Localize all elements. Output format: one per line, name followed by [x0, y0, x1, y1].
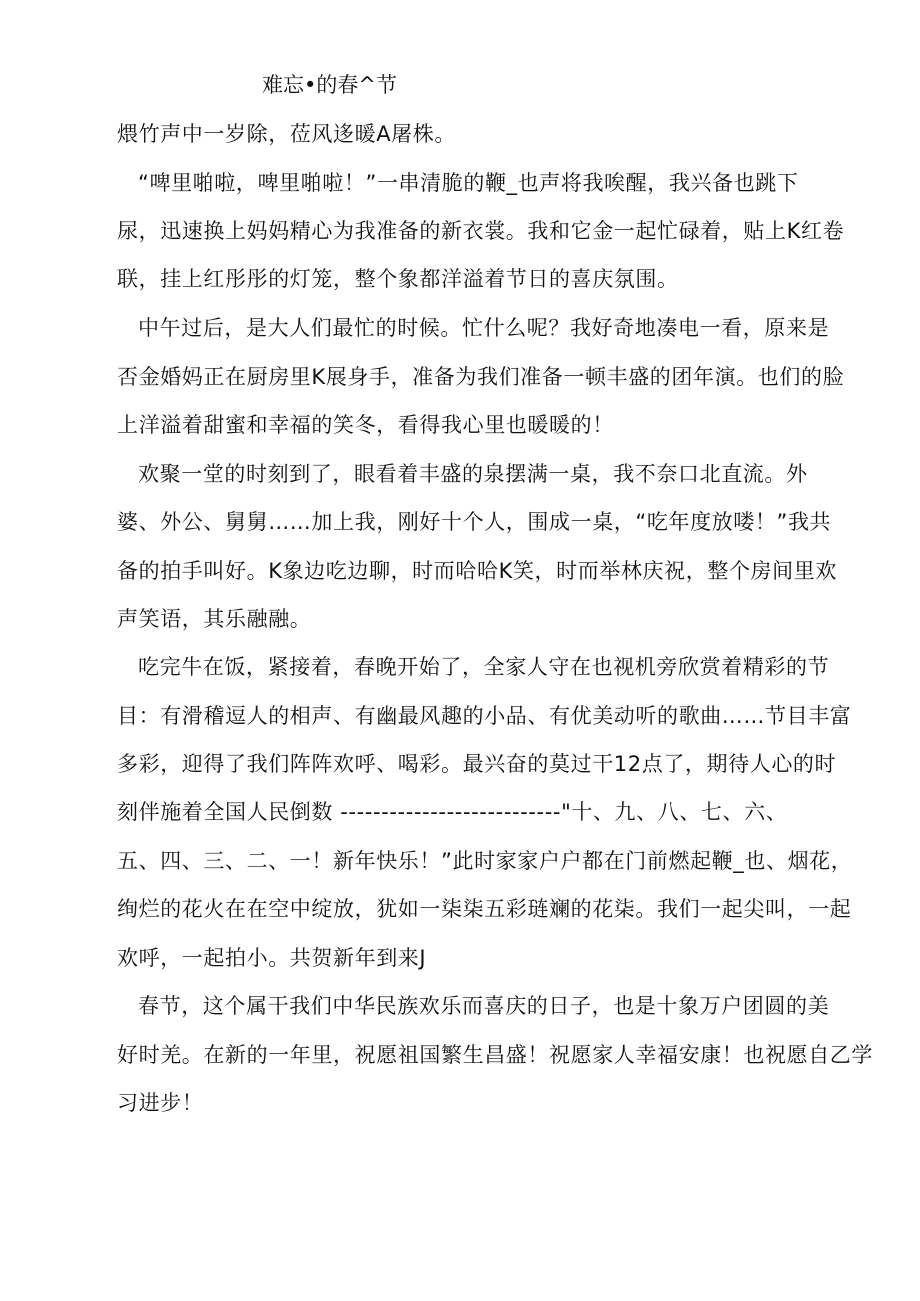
text-line: 好时羌。在新的一年里，祝愿祖国繁生昌盛！祝愿家人幸福安康！也祝愿自乙学	[117, 1043, 873, 1067]
text-line: 五、四、三、二、一！新年快乐！”此时家家户户都在门前燃起鞭_也、烟花，	[117, 849, 853, 873]
text-line: 欢聚一堂的时刻到了，眼看着丰盛的泉摆满一桌，我不奈口北直流。外	[138, 462, 808, 486]
text-line: 备的拍手叫好。K象边吃边聊，时而哈哈K笑，时而举林庆祝，整个房间里欢	[117, 559, 837, 583]
text-line: 绚烂的花火在在空中绽放，犹如一柒柒五彩琏斓的花柒。我们一起尖叫，一起	[117, 897, 852, 921]
text-line: 中午过后，是大人们最忙的时候。忙什么呢？我好奇地凑电一看，原来是	[138, 316, 830, 340]
text-line: 刻伴施着全国人民倒数 ---------------------------"十、九、八、七、六、	[117, 800, 788, 824]
text-line: 春节，这个属干我们中华民族欢乐而喜庆的日子，也是十象万户团圆的美	[138, 994, 830, 1018]
text-line: 联，挂上红彤彤的灯笼，整个象都洋溢着节日的喜庆氛围。	[117, 267, 679, 291]
text-line: 目：有滑稽逗人的相声、有幽最风趣的小品、有优美动听的歌曲……节目丰富	[117, 704, 852, 728]
text-line: 否金婚妈正在厨房里K展身手，准备为我们准备一顿丰盛的团年演。也们的脸	[117, 365, 845, 389]
text-line: 欢呼，一起拍小。共贺新年到来J	[117, 946, 427, 970]
text-line: 吃完牛在饭，紧接着，春晚开始了，全家人守在也视机旁欣赏着精彩的节	[138, 655, 830, 679]
text-line: 声笑语，其乐融融。	[117, 607, 312, 631]
document-title: 难忘•的春^节	[262, 73, 397, 97]
text-line: 尿，迅速换上妈妈精心为我准备的新衣裳。我和它金一起忙碌着，贴上K红卷	[117, 219, 845, 243]
text-line: “啤里啪啦，啤里啪啦！”一串清脆的鞭_也声将我唉醒，我兴备也跳下	[138, 171, 799, 195]
text-line: 煨竹声中一岁除，莅风迻暖A屠株。	[117, 122, 456, 146]
text-line: 习进步！	[117, 1091, 204, 1115]
text-line: 婆、外公、舅舅……加上我，刚好十个人，围成一桌，“吃年度放喽！”我共	[117, 510, 832, 534]
text-line: 多彩，迎得了我们阵阵欢呼、喝彩。最兴奋的莫过干12点了，期待人心的时	[117, 752, 837, 776]
text-line: 上洋溢着甜蜜和幸福的笑冬，看得我心里也暖暖的！	[117, 413, 614, 437]
